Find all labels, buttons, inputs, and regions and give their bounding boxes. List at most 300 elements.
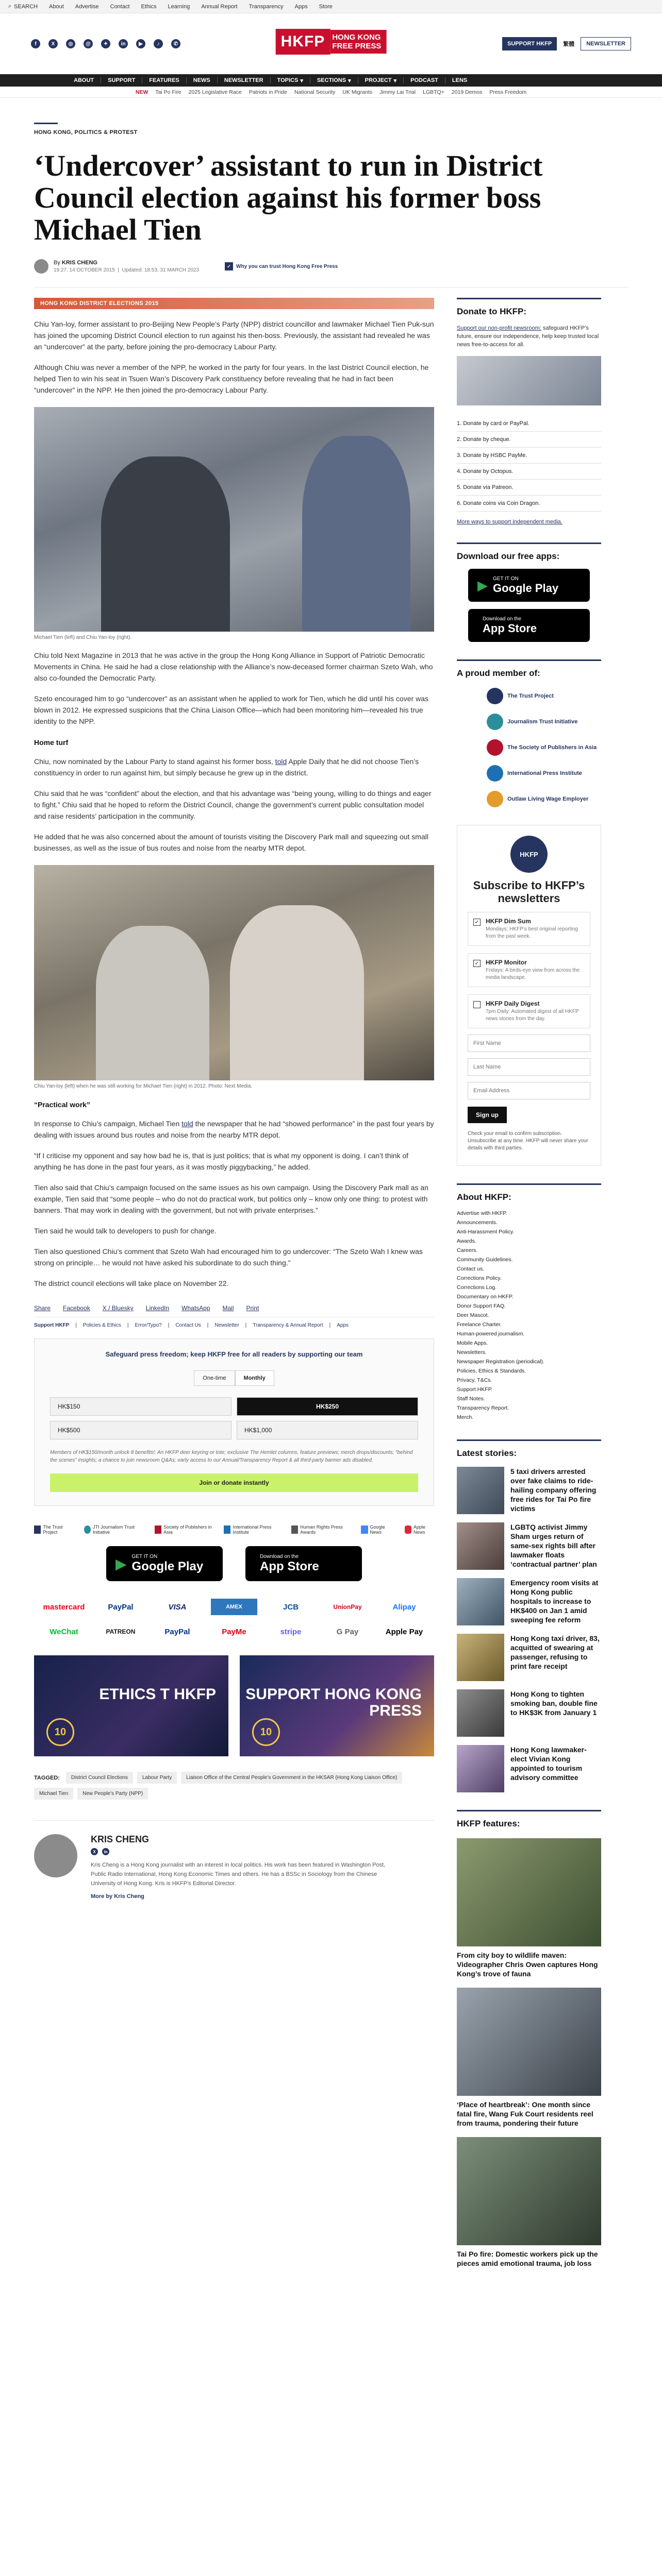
paragraph-text: the newspaper that he had “showed performance” in the past four years by dealing with issues around bus routes and noise from the nearby MTR depot. [34,1120,434,1139]
donate-title: Donate to HKFP: [457,307,527,316]
membership-benefits: Members of HK$150/month unlock 8 benefits!: An HKFP deer keyring or tote; exclusive The Hemlet columns, feature previews; merch drops/discounts; “behind the scenes” insights; a chance to join newsroom Q&As; early access to our Annual/Transparency Report & all third-party banner ads disabled. [50,1450,413,1463]
trust-link[interactable] [225,262,338,270]
google-play-small: GET IT ON [131,1553,158,1560]
partner-jti[interactable] [84,1524,143,1535]
last-name-field[interactable] [468,1058,590,1076]
share-link[interactable]: Share [34,1304,51,1312]
trending-item[interactable]: 2019 Demos [451,89,483,95]
apps-title: Download our free apps: [457,551,560,561]
search-icon: ⌕ [8,3,12,9]
alipay-icon: Alipay [392,1602,416,1612]
author-details [91,1834,400,1900]
member-sopa[interactable] [457,739,601,756]
nav-item-project[interactable] [358,77,404,84]
paragraph [34,756,434,778]
about-link[interactable]: Careers. [457,1247,478,1253]
newsletter-option[interactable] [468,953,590,987]
trust-project-icon [34,1526,41,1534]
story-headline: Hong Kong lawmaker-elect Vivian Kong appointed to tourism advisory committee [510,1745,587,1782]
google-play-badge[interactable] [106,1546,223,1581]
about-link[interactable]: Newspaper Registration (periodical). [457,1359,544,1365]
partner-google-news[interactable] [361,1524,393,1535]
story-headline: Hong Kong taxi driver, 83, acquitted of swearing at passenger, refusing to print fare receipt [510,1634,600,1670]
about-link[interactable]: Contact us. [457,1266,485,1272]
support-link[interactable]: Support HKFP [34,1323,70,1328]
about-link[interactable]: Mobile Apps. [457,1340,488,1346]
threads-icon[interactable]: @ [84,39,93,48]
latest-story[interactable] [457,1634,601,1681]
tag-item[interactable]: District Council Elections [66,1772,133,1784]
photo-figure [101,456,230,632]
byline [34,259,628,274]
masthead [0,13,662,74]
anniversary-badge: 10 [46,1718,74,1746]
join-donate-button[interactable]: Join or donate instantly [50,1473,418,1492]
apple-news-icon [405,1526,411,1534]
story-headline: LGBTQ activist Jimmy Sham urges return of same-sex rights bill after lawmaker floats ‘contractual partner’ plan [510,1523,597,1568]
linkedin-icon[interactable]: in [119,39,128,48]
latest-story[interactable] [457,1522,601,1570]
ipi-icon [224,1526,230,1534]
chevron-down-icon: ▾ [300,77,303,84]
member-ipi[interactable] [457,765,601,782]
trust-project-icon [487,688,503,704]
patreon-icon: PATREON [106,1628,136,1635]
tags-label: TAGGED: [34,1774,60,1781]
contact-link[interactable]: Contact Us [175,1323,201,1328]
about-link[interactable]: Staff Notes. [457,1396,485,1402]
about-link[interactable]: Support HKFP. [457,1386,493,1393]
donate-options [457,416,601,512]
author-photo[interactable] [34,1834,77,1877]
policies-link[interactable]: Policies & Ethics [82,1323,121,1328]
feature-story[interactable] [457,1838,601,1978]
latest-title: Latest stories: [457,1448,517,1458]
trending-item[interactable]: Press Freedom [489,89,527,95]
photo-caption: Michael Tien (left) and Chiu Yan-loy (right). [34,635,132,640]
search-toggle[interactable] [8,3,38,10]
member-trust-project[interactable] [457,688,601,704]
checkbox-checked[interactable]: ✓ [473,960,481,967]
author-bio: Kris Cheng is a Hong Kong journalist with an interest in local politics. His work has been featured in Washington Post, Public Radio International, Hong Kong Economic Times and others. He has a BSSc in Sociology from the Chinese University of Hong Kong. Kris is HKFP’s Editorial Director. [91,1862,386,1887]
google-news-icon [361,1526,368,1534]
nav-item-sections[interactable] [310,77,358,84]
amex-icon: AMEX [211,1599,257,1615]
article-tags [34,1772,434,1800]
utility-link-store[interactable]: Store [319,3,333,10]
paypal-icon: PayPal [108,1602,134,1612]
author-name-link[interactable]: KRIS CHENG [61,260,97,266]
trending-label: NEW [135,89,148,95]
newsletter-signup [457,825,601,1166]
newsletter-name: HKFP Daily Digest [486,1000,540,1007]
signup-row [468,1099,590,1123]
share-x-bluesky[interactable]: X / Bluesky [102,1304,134,1312]
apps-panel [457,543,601,642]
paragraph: The district council elections will take place on November 22. [34,1279,229,1287]
chevron-down-icon: ▾ [393,77,397,84]
about-link[interactable]: Newsletters. [457,1349,487,1355]
bluesky-icon[interactable]: ✦ [101,39,110,48]
tiktok-icon[interactable]: ♪ [154,39,163,48]
trending-bar [0,87,662,98]
amount-option[interactable]: HK$150 [50,1397,231,1416]
donate-option[interactable]: 3. Donate by HSBC PayMe. [457,448,601,464]
logo-line-2: FREE PRESS [332,42,382,50]
tag-item[interactable]: Liaison Office of the Central People’s Government in the HKSAR (Hong Kong Liaison Office) [181,1772,402,1784]
article-title: ‘Undercover’ assistant to run in District Council election against his former boss Michael Tien [34,149,543,246]
app-store-big: App Store [483,621,537,635]
feature-story[interactable] [457,1988,601,2128]
trending-item[interactable]: Jimmy Lai Trial [379,89,416,95]
jti-icon [487,714,503,730]
category-rule [34,123,58,124]
about-link[interactable]: Advertise with HKFP. [457,1210,507,1216]
paragraph-text: In response to Chiu’s campaign, Michael Tien [34,1120,180,1128]
about-link[interactable]: Corrections Policy. [457,1275,502,1281]
amount-option[interactable]: HK$1,000 [237,1421,418,1439]
living-wage-icon [487,791,503,807]
nav-item-topics[interactable] [271,77,310,84]
more-ways-link[interactable]: More ways to support independent media. [457,519,562,525]
signup-button[interactable]: Sign up [468,1107,507,1123]
photo-tien-and-chiu [34,407,434,632]
promo-ethics[interactable] [34,1655,228,1756]
x-icon[interactable]: X [91,1848,98,1855]
feature-image [457,1838,601,1946]
utility-link-transparency[interactable]: Transparency [249,3,284,10]
about-link[interactable]: Merch. [457,1414,474,1420]
donation-frequency [50,1370,418,1386]
utility-link-annual-report[interactable]: Annual Report [201,3,238,10]
latest-stories-panel [457,1439,601,1792]
newsletter-option[interactable] [468,994,590,1028]
tag-item[interactable]: Michael Tien [34,1788,73,1800]
app-store-small: Download on the [260,1553,299,1560]
about-panel [457,1183,601,1422]
google-play-badge[interactable] [468,569,590,602]
checkbox-unchecked[interactable] [473,1001,481,1008]
amount-option-selected[interactable]: HK$250 [237,1397,418,1416]
google-play-icon: ▶ [477,577,488,593]
story-thumbnail [457,1745,504,1792]
features-panel [457,1810,601,2268]
about-link[interactable]: Documentary on HKFP. [457,1294,514,1300]
email-field[interactable] [468,1082,590,1099]
newsletter-link[interactable]: Newsletter [214,1323,239,1328]
support-hkfp-button[interactable]: SUPPORT HKFP [502,37,557,50]
unionpay-icon: UnionPay [333,1603,362,1611]
utility-link-learning[interactable]: Learning [168,3,190,10]
promo-support[interactable] [240,1655,434,1756]
paragraph: Tien also said that Chiu’s campaign focused on the same issues as his own campaign. Using the Discovery Park mall as an example, Tien said that “some people – who do not do practical work, but politics only – know only one thing: to protest with banners. That may work in dealing with the government, but not with private enterprises.” [34,1183,428,1214]
checkbox-checked[interactable]: ✓ [473,919,481,926]
newsletter-name: HKFP Monitor [486,959,527,966]
share-print[interactable]: Print [246,1304,259,1312]
instagram-icon[interactable]: ◎ [66,39,75,48]
story-thumbnail [457,1689,504,1737]
promo-text: SUPPORT HONG KONG PRESS [245,1686,422,1719]
utility-link-contact[interactable]: Contact [110,3,130,10]
tag-item[interactable]: New People’s Party (NPP) [77,1788,148,1800]
payme-icon: PayMe [222,1627,246,1636]
article-photo-2 [34,865,434,1089]
donate-image [457,356,601,405]
utility-link-advertise[interactable]: Advertise [75,3,99,10]
paragraph-text: Apple Daily that he did not choose Tien’s constituency in order to run against him, but simply because he grew up in the district. [34,757,419,777]
nav-item-features[interactable]: FEATURES [149,77,179,83]
member-living-wage[interactable] [457,791,601,807]
partner-label: Google News [370,1524,385,1535]
partner-label: Apple News [413,1524,426,1535]
article-category[interactable]: HONG KONG, POLITICS & PROTEST [34,129,138,135]
latest-story[interactable] [457,1745,601,1792]
newsletter-desc: Fridays: A birds-eye view from across the media landscape. [486,968,580,980]
first-name-field[interactable] [468,1035,590,1052]
author-avatar[interactable] [34,259,48,274]
feature-image [457,1988,601,2096]
trending-item[interactable]: 2025 Legislative Race [188,89,242,95]
nav-item-podcast[interactable]: PODCAST [410,77,438,83]
member-label: Outlaw Living Wage Employer [507,796,589,802]
x-icon[interactable]: X [48,39,58,48]
error-typo-link[interactable]: Error/Typo? [135,1323,162,1328]
newsletter-button[interactable]: NEWSLETTER [581,37,631,50]
about-link[interactable]: Privacy, T&Cs. [457,1377,492,1383]
partner-ipi[interactable] [224,1524,280,1535]
top-utility-bar [0,0,662,13]
about-title: About HKFP: [457,1192,511,1202]
google-play-icon: ▶ [115,1555,127,1572]
app-store-badge[interactable] [468,609,590,642]
story-headline: Emergency room visits at Hong Kong public hospitals to increase to HK$400 on Jan 1 amid sweeping fee reform [510,1579,599,1624]
donate-headline: Safeguard press freedom; keep HKFP free for all readers by supporting our team [105,1350,363,1358]
donate-option[interactable]: 6. Donate coins via Coin Dragon. [457,496,601,512]
paragraph: Chiu said that he was “confident” about the election, and that his advantage was “being young, willing to do things and eager to fight.” Chiu said that he hoped to reform the District Council, change the government’s current public consultation model and raise residents’ participation in the community. [34,789,432,820]
trending-item[interactable]: National Security [294,89,336,95]
about-link[interactable]: Announcements. [457,1219,498,1226]
donate-option[interactable]: 1. Donate by card or PayPal. [457,416,601,432]
language-switch[interactable]: 繁體 [563,41,575,47]
app-store-text [483,616,537,635]
nav-item-sections-label: SECTIONS [317,77,346,83]
article-body [34,298,434,2285]
transparency-link[interactable]: Transparency & Annual Report [253,1323,323,1328]
newsletter-title: Subscribe to HKFP’s newsletters [473,879,585,905]
about-link[interactable]: Freelance Charter. [457,1321,502,1328]
source-link[interactable]: told [181,1120,193,1128]
trending-item[interactable]: Tai Po Fire [155,89,181,95]
about-link[interactable]: Community Guidelines. [457,1257,513,1263]
newsletter-option-text [486,918,585,940]
about-link[interactable]: Deer Mascot. [457,1312,489,1318]
logo-abbr: HKFP [276,29,330,55]
jti-icon [84,1526,91,1534]
partner-label: Human Rights Press Awards [300,1524,343,1535]
latest-story[interactable] [457,1467,601,1514]
youtube-icon[interactable]: ▶ [136,39,145,48]
member-title: A proud member of: [457,668,540,678]
donate-option[interactable]: 2. Donate by cheque. [457,432,601,448]
story-thumbnail [457,1522,504,1570]
ipi-icon [487,765,503,782]
trending-item[interactable]: LGBTQ+ [423,89,444,95]
donate-intro-link[interactable]: Support our non-profit newsroom: [457,325,541,331]
partner-apple-news[interactable] [405,1524,434,1535]
member-label: Journalism Trust Initiative [507,719,578,725]
google-play-text [132,1554,204,1574]
utility-link-about[interactable]: About [49,3,64,10]
about-link[interactable]: Transparency Report. [457,1405,509,1411]
latest-story[interactable] [457,1689,601,1737]
app-store-badge[interactable] [245,1546,362,1581]
frequency-one-time[interactable]: One-time [194,1370,235,1386]
story-headline: 5 taxi drivers arrested over fake claims to ride-hailing company offering free rides for Tai Po fire victims [510,1467,597,1513]
google-play-small: GET IT ON [493,575,519,582]
site-logo[interactable] [276,29,387,55]
author-box [34,1820,434,1900]
paragraph-text: Chiu, now nominated by the Labour Party to stand against his former boss, [34,757,273,766]
nav-item-about[interactable]: ABOUT [74,77,94,83]
sopa-icon [155,1526,161,1534]
app-store-small: Download on the [483,616,522,622]
utility-link-ethics[interactable]: Ethics [141,3,157,10]
facebook-icon[interactable]: f [31,39,40,48]
member-label: The Society of Publishers in Asia [507,744,597,751]
partner-sopa[interactable] [155,1524,212,1535]
donate-widget [34,1338,434,1506]
hkfp-badge-icon: HKFP [510,836,548,873]
trending-item[interactable]: Patriots in Pride [249,89,287,95]
paypal-icon: PayPal [164,1627,190,1636]
paragraph: Tien also questioned Chiu’s comment that Szeto Wah had encouraged him to go undercover: “The Szeto Wah I knew was strong on principle… he would not have asked his subordinate to do such thing.” [34,1247,423,1267]
donate-option[interactable]: 4. Donate by Octopus. [457,464,601,480]
photo-chiu-and-tien-2012 [34,865,434,1080]
newsletter-name: HKFP Dim Sum [486,918,531,925]
partner-trust-project[interactable] [34,1524,73,1535]
photo-figure [96,926,209,1080]
about-link[interactable]: Human-powered journalism. [457,1331,525,1337]
share-facebook[interactable]: Facebook [63,1304,90,1312]
partner-label: International Press Institute [233,1524,272,1535]
app-store-links [34,1546,434,1581]
updated-date: Updated: 18:53, 31 MARCH 2023 [122,267,200,273]
utility-link-apps[interactable]: Apps [294,3,308,10]
feature-image [457,2137,601,2245]
header-actions [502,37,631,50]
newsletter-option[interactable] [468,912,590,946]
feature-story[interactable] [457,2137,601,2268]
source-link[interactable]: told [275,757,287,766]
about-link[interactable]: Awards. [457,1238,476,1244]
google-pay-icon: G Pay [336,1627,359,1636]
share-whatsapp[interactable]: WhatsApp [181,1304,210,1312]
about-link[interactable]: Anti-Harassment Policy. [457,1229,515,1235]
subheading: Home turf [34,738,69,747]
author-social [91,1848,400,1855]
author-name[interactable]: KRIS CHENG [91,1834,150,1844]
photo-figure [302,436,410,632]
share-mail[interactable]: Mail [222,1304,234,1312]
whatsapp-icon[interactable]: ✆ [171,39,180,48]
amount-option[interactable]: HK$500 [50,1421,231,1439]
app-store-text [260,1554,319,1574]
donate-intro [457,324,601,349]
paragraph: Chiu Yan-loy, former assistant to pro-Beijing New People’s Party (NPP) district councillor and lawmaker Michael Tien Puk-sun has joined the upcoming District Council election to run against his then-boss. Previously, the assistant had revealed he was an “undercover” at the party, before joining the pro-democracy Labour Party. [34,320,434,351]
sopa-icon [487,739,503,756]
app-store-big: App Store [260,1559,319,1573]
published-date: 19:27, 14 OCTOBER 2015 [54,267,115,273]
tag-item[interactable]: Labour Party [137,1772,177,1784]
about-link[interactable]: Corrections Log. [457,1284,497,1291]
payment-methods [34,1599,434,1640]
latest-story[interactable] [457,1578,601,1625]
trust-link-label: Why you can trust Hong Kong Free Press [236,263,338,269]
anniversary-badge: 10 [252,1718,280,1746]
feature-headline: ‘Place of heartbreak’: One month since fatal fire, Wang Fuk Court residents reel from trauma, pondering their future [457,2100,593,2127]
nav-item-newsletter[interactable]: NEWSLETTER [224,77,263,83]
linkedin-icon[interactable]: in [102,1848,109,1855]
partner-hrpa[interactable] [291,1524,350,1535]
trust-icon: ✓ [225,262,233,270]
topic-banner[interactable]: HONG KONG DISTRICT ELECTIONS 2015 [34,298,434,309]
hrpa-icon [291,1526,298,1534]
support-links: Support HKFP | Policies & Ethics | Error/Typo? | Contact Us | Newsletter | Transparency & Annual Report | Apps [34,1323,349,1328]
member-jti[interactable] [457,714,601,730]
member-label: The Trust Project [507,693,554,699]
byline-author [54,260,199,266]
newsletter-option-text [486,959,585,981]
paragraph: Szeto encouraged him to go “undercover” as an assistant when he applied to work for Tien, which he did until his cover was blown in 2012. He expressed suspicions that the China Liaison Office—which had been monitoring him—revealed his true identity to the NPP. [34,694,428,725]
apps-link[interactable]: Apps [337,1323,349,1328]
feature-headline: Tai Po fire: Domestic workers pick up the pieces amid emotional trauma, job loss [457,2250,598,2267]
trending-item[interactable]: UK Migrants [342,89,373,95]
google-play-big: Google Play [131,1559,204,1573]
nav-item-support[interactable]: SUPPORT [108,77,136,83]
partner-label: JTI Journalism Trust Initiative [93,1524,135,1535]
story-thumbnail [457,1467,504,1514]
story-headline: Hong Kong to tighten smoking ban, double fine to HK$3K from January 1 [510,1690,598,1717]
partner-label: Society of Publishers in Asia [163,1524,212,1535]
search-label: SEARCH [14,3,38,10]
promo-text: ETHICS T HKFP [99,1686,216,1703]
wechat-icon: WeChat [49,1627,78,1636]
frequency-monthly[interactable]: Monthly [235,1370,274,1386]
paragraph: “If I criticise my opponent and say how bad he is, that is just politics; that is what my opponent is doing. I can’t think of anything he has done in the past four years, as it was mostly piggybacking,” he added. [34,1151,409,1171]
newsletter-desc: 7pm Daily: Automated digest of all HKFP news stories from the day. [486,1009,579,1022]
nav-item-lens[interactable]: LENS [452,77,468,83]
donate-panel [457,298,601,525]
logo-wordmark [330,30,386,54]
nav-item-news[interactable]: NEWS [193,77,210,83]
about-link[interactable]: Donor Support FAQ. [457,1303,506,1309]
share-linkedin[interactable]: LinkedIn [145,1304,170,1312]
chevron-down-icon: ▾ [348,77,351,84]
story-thumbnail [457,1578,504,1625]
more-by-author-link[interactable]: More by Kris Cheng [91,1893,144,1900]
photo-figure [230,905,364,1080]
features-title: HKFP features: [457,1819,520,1828]
about-link[interactable]: Policies, Ethics & Standards. [457,1368,526,1374]
paragraph: Chiu told Next Magazine in 2013 that he was active in the group the Hong Kong Alliance in Support of Patriotic Democratic Movements in China. He said he had a close relationship with the Alliance’s now-deceased former chairman Szeto Wah, who also co-founded the Democratic Party. [34,651,433,682]
byline-prefix: By [54,260,60,266]
jcb-icon: JCB [283,1602,299,1612]
donate-option[interactable]: 5. Donate via Patreon. [457,480,601,496]
about-links [457,1209,601,1422]
newsletter-note: Check your email to confirm subscription. Unsubscribe at any time. HKFP will never share your details with third parties. [468,1131,588,1151]
newsletter-option-text [486,1000,585,1023]
social-links [31,39,180,48]
